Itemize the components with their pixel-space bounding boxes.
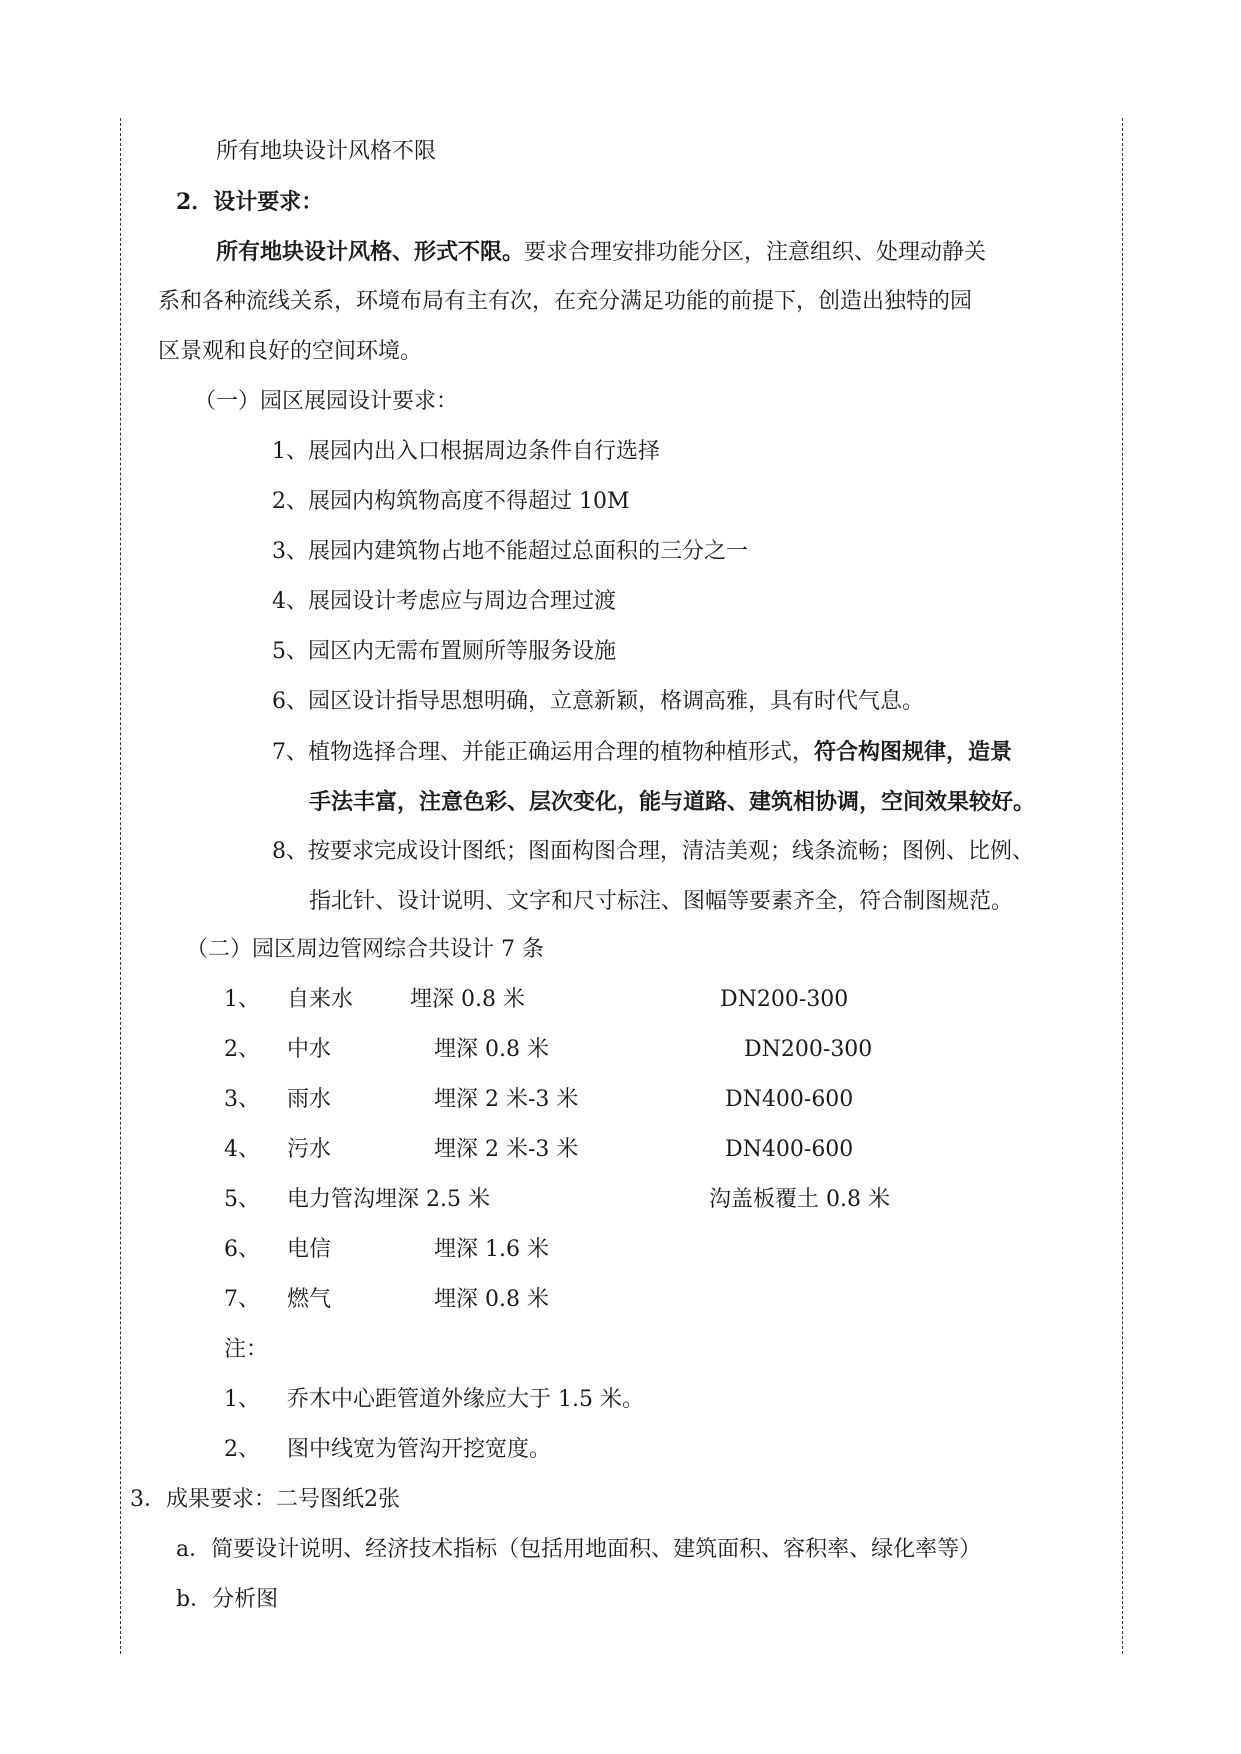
pipe-num: 2、 <box>224 1037 260 1062</box>
section3-heading: 3．成果要求：二号图纸2张 <box>130 1487 400 1512</box>
section2-heading: 2．设计要求： <box>176 189 324 215</box>
section3-item: b．分析图 <box>176 1587 279 1612</box>
sub1-item-7-line-2: 手法丰富，注意色彩、层次变化，能与道路、建筑相协调，空间效果较好。 <box>309 789 1036 815</box>
section2-para-line-3: 区景观和良好的空间环境。 <box>158 339 423 364</box>
sub1-item: 3、展园内建筑物占地不能超过总面积的三分之一 <box>272 539 748 564</box>
sub1-item: 6、园区设计指导思想明确，立意新颖，格调高雅，具有时代气息。 <box>272 689 924 714</box>
item7-bold: 符合构图规律，造景 <box>814 739 1013 765</box>
section2-para-line-2: 系和各种流线关系，环境布局有主有次，在充分满足功能的前提下，创造出独特的园 <box>158 289 973 314</box>
sub1-item-8-line-2: 指北针、设计说明、文字和尺寸标注、图幅等要素齐全，符合制图规范。 <box>309 889 1014 914</box>
pipe-spec: DN200-300 <box>720 987 849 1012</box>
pipe-name: 雨水 <box>287 1087 332 1112</box>
sub1-item-8-line-1: 8、按要求完成设计图纸；图面构图合理，清洁美观；线条流畅；图例、比例、 <box>272 839 1034 864</box>
sub2-heading: （二）园区周边管网综合共设计 7 条 <box>186 937 544 962</box>
section2-para-bold: 所有地块设计风格、形式不限。 <box>216 239 525 265</box>
pipe-name: 自来水 <box>287 987 354 1012</box>
pipe-spec: DN400-600 <box>725 1087 854 1112</box>
pipe-name: 电信 <box>287 1237 332 1262</box>
note-label: 注： <box>224 1337 269 1362</box>
section3-item: a．简要设计说明、经济技术指标（包括用地面积、建筑面积、容积率、绿化率等） <box>176 1537 982 1562</box>
pipe-name: 污水 <box>287 1137 332 1162</box>
pipe-name: 中水 <box>287 1037 332 1062</box>
pipe-num: 6、 <box>224 1237 260 1262</box>
left-dashed-border <box>120 118 121 1654</box>
pipe-num: 7、 <box>224 1287 260 1312</box>
pipe-num: 3、 <box>224 1087 260 1112</box>
pipe-depth: 埋深 0.8 米 <box>434 1037 549 1062</box>
note-text: 图中线宽为管沟开挖宽度。 <box>287 1437 552 1462</box>
pipe-spec: 沟盖板覆土 0.8 米 <box>709 1187 890 1212</box>
pipe-depth: 埋深 2 米-3 米 <box>434 1137 579 1162</box>
pipe-name: 电力管沟埋深 2.5 米 <box>287 1187 490 1212</box>
pipe-depth: 埋深 0.8 米 <box>434 1287 549 1312</box>
pipe-spec: DN200-300 <box>744 1037 873 1062</box>
note-text: 乔木中心距管道外缘应大于 1.5 米。 <box>287 1387 644 1412</box>
pipe-num: 4、 <box>224 1137 260 1162</box>
sub1-item: 1、展园内出入口根据周边条件自行选择 <box>272 439 660 464</box>
sub1-item: 2、展园内构筑物高度不得超过 10M <box>272 489 630 514</box>
pipe-spec: DN400-600 <box>725 1137 854 1162</box>
item7-normal: 7、植物选择合理、并能正确运用合理的植物种植形式， <box>272 740 814 765</box>
pipe-depth: 埋深 2 米-3 米 <box>434 1087 579 1112</box>
sub1-item-7-line-1 <box>272 737 1012 767</box>
pipe-num: 5、 <box>224 1187 260 1212</box>
pipe-name: 燃气 <box>287 1287 332 1312</box>
section2-para-rest: 要求合理安排功能分区，注意组织、处理动静关 <box>524 240 987 265</box>
note-num: 2、 <box>224 1437 260 1462</box>
section2-para-line-1 <box>216 237 986 267</box>
pipe-depth: 埋深 1.6 米 <box>434 1237 549 1262</box>
sub1-item: 5、园区内无需布置厕所等服务设施 <box>272 639 616 664</box>
sub1-item: 4、展园设计考虑应与周边合理过渡 <box>272 589 616 614</box>
pipe-depth: 埋深 0.8 米 <box>410 987 525 1012</box>
right-dashed-border <box>1122 118 1123 1654</box>
intro-line: 所有地块设计风格不限 <box>216 139 437 164</box>
pipe-num: 1、 <box>224 987 260 1012</box>
sub1-heading: （一）园区展园设计要求： <box>194 389 459 414</box>
note-num: 1、 <box>224 1387 260 1412</box>
